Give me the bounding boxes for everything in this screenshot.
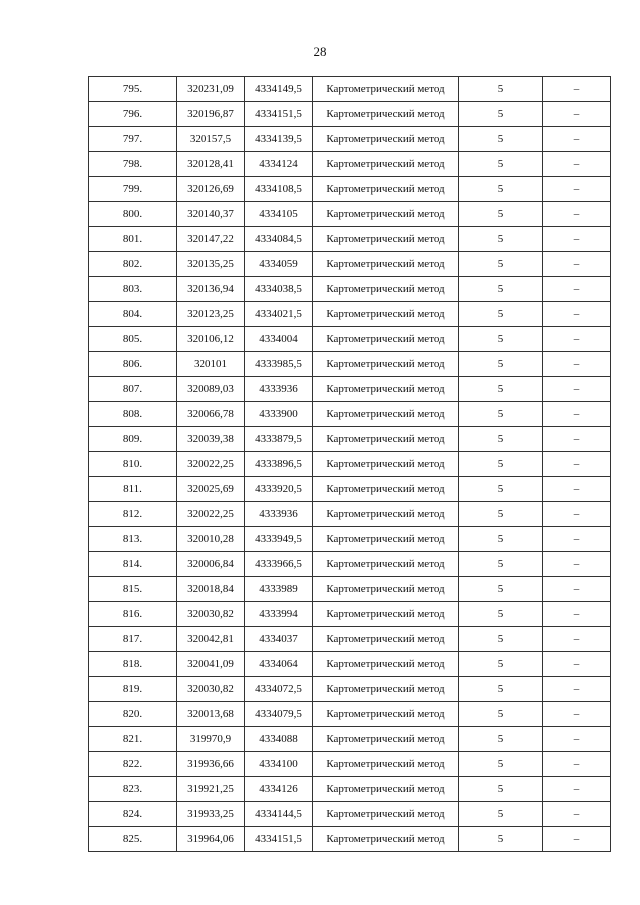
accuracy-cell: 5 bbox=[459, 702, 543, 727]
point-number-cell: 824. bbox=[89, 802, 177, 827]
table-row bbox=[89, 752, 611, 777]
point-number-cell: 806. bbox=[89, 352, 177, 377]
method-cell: Картометрический метод bbox=[313, 552, 459, 577]
y-coordinate-cell: 4334072,5 bbox=[245, 677, 313, 702]
accuracy-cell: 5 bbox=[459, 177, 543, 202]
method-cell: Картометрический метод bbox=[313, 752, 459, 777]
accuracy-cell: 5 bbox=[459, 752, 543, 777]
method-cell: Картометрический метод bbox=[313, 327, 459, 352]
accuracy-cell: 5 bbox=[459, 552, 543, 577]
x-coordinate-cell: 320089,03 bbox=[177, 377, 245, 402]
note-cell: – bbox=[543, 102, 611, 127]
method-cell: Картометрический метод bbox=[313, 277, 459, 302]
accuracy-cell: 5 bbox=[459, 827, 543, 852]
accuracy-cell: 5 bbox=[459, 102, 543, 127]
x-coordinate-cell: 320066,78 bbox=[177, 402, 245, 427]
table-row bbox=[89, 827, 611, 852]
method-cell: Картометрический метод bbox=[313, 102, 459, 127]
point-number-cell: 809. bbox=[89, 427, 177, 452]
note-cell: – bbox=[543, 477, 611, 502]
method-cell: Картометрический метод bbox=[313, 127, 459, 152]
y-coordinate-cell: 4333936 bbox=[245, 502, 313, 527]
table-row bbox=[89, 802, 611, 827]
table-row bbox=[89, 127, 611, 152]
accuracy-cell: 5 bbox=[459, 377, 543, 402]
table-row bbox=[89, 552, 611, 577]
note-cell: – bbox=[543, 727, 611, 752]
note-cell: – bbox=[543, 327, 611, 352]
x-coordinate-cell: 320126,69 bbox=[177, 177, 245, 202]
point-number-cell: 819. bbox=[89, 677, 177, 702]
method-cell: Картометрический метод bbox=[313, 502, 459, 527]
x-coordinate-cell: 320135,25 bbox=[177, 252, 245, 277]
y-coordinate-cell: 4334124 bbox=[245, 152, 313, 177]
x-coordinate-cell: 319921,25 bbox=[177, 777, 245, 802]
x-coordinate-cell: 319936,66 bbox=[177, 752, 245, 777]
y-coordinate-cell: 4333949,5 bbox=[245, 527, 313, 552]
y-coordinate-cell: 4333896,5 bbox=[245, 452, 313, 477]
table-row bbox=[89, 102, 611, 127]
method-cell: Картометрический метод bbox=[313, 177, 459, 202]
y-coordinate-cell: 4334144,5 bbox=[245, 802, 313, 827]
page-number: 28 bbox=[313, 44, 327, 59]
table-row bbox=[89, 527, 611, 552]
y-coordinate-cell: 4333966,5 bbox=[245, 552, 313, 577]
x-coordinate-cell: 320010,28 bbox=[177, 527, 245, 552]
x-coordinate-cell: 320006,84 bbox=[177, 552, 245, 577]
accuracy-cell: 5 bbox=[459, 127, 543, 152]
x-coordinate-cell: 320025,69 bbox=[177, 477, 245, 502]
note-cell: – bbox=[543, 777, 611, 802]
table-row bbox=[89, 452, 611, 477]
point-number-cell: 820. bbox=[89, 702, 177, 727]
note-cell: – bbox=[543, 752, 611, 777]
note-cell: – bbox=[543, 827, 611, 852]
accuracy-cell: 5 bbox=[459, 227, 543, 252]
y-coordinate-cell: 4334004 bbox=[245, 327, 313, 352]
point-number-cell: 801. bbox=[89, 227, 177, 252]
note-cell: – bbox=[543, 652, 611, 677]
accuracy-cell: 5 bbox=[459, 602, 543, 627]
table-row bbox=[89, 152, 611, 177]
method-cell: Картометрический метод bbox=[313, 427, 459, 452]
note-cell: – bbox=[543, 677, 611, 702]
note-cell: – bbox=[543, 77, 611, 102]
x-coordinate-cell: 320041,09 bbox=[177, 652, 245, 677]
table-row bbox=[89, 377, 611, 402]
y-coordinate-cell: 4334064 bbox=[245, 652, 313, 677]
point-number-cell: 797. bbox=[89, 127, 177, 152]
y-coordinate-cell: 4334149,5 bbox=[245, 77, 313, 102]
table-row bbox=[89, 252, 611, 277]
point-number-cell: 814. bbox=[89, 552, 177, 577]
table-row bbox=[89, 477, 611, 502]
table-row bbox=[89, 702, 611, 727]
method-cell: Картометрический метод bbox=[313, 477, 459, 502]
x-coordinate-cell: 320106,12 bbox=[177, 327, 245, 352]
accuracy-cell: 5 bbox=[459, 277, 543, 302]
accuracy-cell: 5 bbox=[459, 252, 543, 277]
table-row bbox=[89, 577, 611, 602]
method-cell: Картометрический метод bbox=[313, 602, 459, 627]
accuracy-cell: 5 bbox=[459, 627, 543, 652]
point-number-cell: 799. bbox=[89, 177, 177, 202]
table-row bbox=[89, 302, 611, 327]
table-row bbox=[89, 777, 611, 802]
y-coordinate-cell: 4334084,5 bbox=[245, 227, 313, 252]
note-cell: – bbox=[543, 127, 611, 152]
note-cell: – bbox=[543, 352, 611, 377]
accuracy-cell: 5 bbox=[459, 302, 543, 327]
x-coordinate-cell: 319970,9 bbox=[177, 727, 245, 752]
accuracy-cell: 5 bbox=[459, 202, 543, 227]
y-coordinate-cell: 4334059 bbox=[245, 252, 313, 277]
method-cell: Картометрический метод bbox=[313, 152, 459, 177]
accuracy-cell: 5 bbox=[459, 427, 543, 452]
table-row bbox=[89, 502, 611, 527]
note-cell: – bbox=[543, 452, 611, 477]
table-row bbox=[89, 627, 611, 652]
table-row bbox=[89, 352, 611, 377]
accuracy-cell: 5 bbox=[459, 327, 543, 352]
y-coordinate-cell: 4333985,5 bbox=[245, 352, 313, 377]
y-coordinate-cell: 4333989 bbox=[245, 577, 313, 602]
y-coordinate-cell: 4334079,5 bbox=[245, 702, 313, 727]
point-number-cell: 800. bbox=[89, 202, 177, 227]
y-coordinate-cell: 4334108,5 bbox=[245, 177, 313, 202]
method-cell: Картометрический метод bbox=[313, 727, 459, 752]
table-row bbox=[89, 652, 611, 677]
note-cell: – bbox=[543, 277, 611, 302]
method-cell: Картометрический метод bbox=[313, 252, 459, 277]
method-cell: Картометрический метод bbox=[313, 402, 459, 427]
note-cell: – bbox=[543, 152, 611, 177]
y-coordinate-cell: 4334037 bbox=[245, 627, 313, 652]
method-cell: Картометрический метод bbox=[313, 827, 459, 852]
method-cell: Картометрический метод bbox=[313, 452, 459, 477]
y-coordinate-cell: 4334100 bbox=[245, 752, 313, 777]
note-cell: – bbox=[543, 202, 611, 227]
point-number-cell: 796. bbox=[89, 102, 177, 127]
method-cell: Картометрический метод bbox=[313, 802, 459, 827]
method-cell: Картометрический метод bbox=[313, 627, 459, 652]
method-cell: Картометрический метод bbox=[313, 677, 459, 702]
x-coordinate-cell: 320022,25 bbox=[177, 502, 245, 527]
method-cell: Картометрический метод bbox=[313, 77, 459, 102]
method-cell: Картометрический метод bbox=[313, 577, 459, 602]
accuracy-cell: 5 bbox=[459, 577, 543, 602]
note-cell: – bbox=[543, 627, 611, 652]
x-coordinate-cell: 320196,87 bbox=[177, 102, 245, 127]
y-coordinate-cell: 4333920,5 bbox=[245, 477, 313, 502]
note-cell: – bbox=[543, 302, 611, 327]
accuracy-cell: 5 bbox=[459, 477, 543, 502]
coordinates-table bbox=[88, 76, 611, 852]
x-coordinate-cell: 320030,82 bbox=[177, 677, 245, 702]
point-number-cell: 804. bbox=[89, 302, 177, 327]
accuracy-cell: 5 bbox=[459, 677, 543, 702]
method-cell: Картометрический метод bbox=[313, 302, 459, 327]
x-coordinate-cell: 320101 bbox=[177, 352, 245, 377]
table-row bbox=[89, 427, 611, 452]
note-cell: – bbox=[543, 527, 611, 552]
point-number-cell: 805. bbox=[89, 327, 177, 352]
x-coordinate-cell: 320123,25 bbox=[177, 302, 245, 327]
x-coordinate-cell: 320231,09 bbox=[177, 77, 245, 102]
accuracy-cell: 5 bbox=[459, 527, 543, 552]
note-cell: – bbox=[543, 702, 611, 727]
x-coordinate-cell: 320022,25 bbox=[177, 452, 245, 477]
point-number-cell: 812. bbox=[89, 502, 177, 527]
note-cell: – bbox=[543, 552, 611, 577]
x-coordinate-cell: 320157,5 bbox=[177, 127, 245, 152]
table-row bbox=[89, 77, 611, 102]
note-cell: – bbox=[543, 802, 611, 827]
note-cell: – bbox=[543, 177, 611, 202]
note-cell: – bbox=[543, 502, 611, 527]
x-coordinate-cell: 320140,37 bbox=[177, 202, 245, 227]
y-coordinate-cell: 4334151,5 bbox=[245, 102, 313, 127]
accuracy-cell: 5 bbox=[459, 352, 543, 377]
point-number-cell: 811. bbox=[89, 477, 177, 502]
x-coordinate-cell: 320013,68 bbox=[177, 702, 245, 727]
note-cell: – bbox=[543, 227, 611, 252]
method-cell: Картометрический метод bbox=[313, 777, 459, 802]
point-number-cell: 818. bbox=[89, 652, 177, 677]
x-coordinate-cell: 320039,38 bbox=[177, 427, 245, 452]
point-number-cell: 822. bbox=[89, 752, 177, 777]
method-cell: Картометрический метод bbox=[313, 652, 459, 677]
point-number-cell: 810. bbox=[89, 452, 177, 477]
x-coordinate-cell: 320128,41 bbox=[177, 152, 245, 177]
point-number-cell: 803. bbox=[89, 277, 177, 302]
method-cell: Картометрический метод bbox=[313, 227, 459, 252]
y-coordinate-cell: 4334105 bbox=[245, 202, 313, 227]
accuracy-cell: 5 bbox=[459, 777, 543, 802]
note-cell: – bbox=[543, 402, 611, 427]
table-row bbox=[89, 277, 611, 302]
point-number-cell: 823. bbox=[89, 777, 177, 802]
y-coordinate-cell: 4334021,5 bbox=[245, 302, 313, 327]
note-cell: – bbox=[543, 377, 611, 402]
accuracy-cell: 5 bbox=[459, 727, 543, 752]
table-row bbox=[89, 227, 611, 252]
note-cell: – bbox=[543, 252, 611, 277]
y-coordinate-cell: 4333994 bbox=[245, 602, 313, 627]
y-coordinate-cell: 4334038,5 bbox=[245, 277, 313, 302]
x-coordinate-cell: 319964,06 bbox=[177, 827, 245, 852]
x-coordinate-cell: 320042,81 bbox=[177, 627, 245, 652]
note-cell: – bbox=[543, 427, 611, 452]
point-number-cell: 821. bbox=[89, 727, 177, 752]
point-number-cell: 817. bbox=[89, 627, 177, 652]
point-number-cell: 807. bbox=[89, 377, 177, 402]
y-coordinate-cell: 4334088 bbox=[245, 727, 313, 752]
accuracy-cell: 5 bbox=[459, 502, 543, 527]
point-number-cell: 816. bbox=[89, 602, 177, 627]
table-row bbox=[89, 677, 611, 702]
table-row bbox=[89, 727, 611, 752]
x-coordinate-cell: 320018,84 bbox=[177, 577, 245, 602]
method-cell: Картометрический метод bbox=[313, 202, 459, 227]
y-coordinate-cell: 4333936 bbox=[245, 377, 313, 402]
table-row bbox=[89, 602, 611, 627]
method-cell: Картометрический метод bbox=[313, 527, 459, 552]
accuracy-cell: 5 bbox=[459, 802, 543, 827]
point-number-cell: 825. bbox=[89, 827, 177, 852]
y-coordinate-cell: 4334139,5 bbox=[245, 127, 313, 152]
note-cell: – bbox=[543, 577, 611, 602]
y-coordinate-cell: 4334126 bbox=[245, 777, 313, 802]
y-coordinate-cell: 4333900 bbox=[245, 402, 313, 427]
point-number-cell: 813. bbox=[89, 527, 177, 552]
x-coordinate-cell: 319933,25 bbox=[177, 802, 245, 827]
accuracy-cell: 5 bbox=[459, 402, 543, 427]
point-number-cell: 798. bbox=[89, 152, 177, 177]
point-number-cell: 795. bbox=[89, 77, 177, 102]
accuracy-cell: 5 bbox=[459, 452, 543, 477]
x-coordinate-cell: 320030,82 bbox=[177, 602, 245, 627]
table-row bbox=[89, 202, 611, 227]
coordinates-table-body bbox=[89, 77, 611, 852]
y-coordinate-cell: 4333879,5 bbox=[245, 427, 313, 452]
method-cell: Картометрический метод bbox=[313, 352, 459, 377]
accuracy-cell: 5 bbox=[459, 77, 543, 102]
x-coordinate-cell: 320136,94 bbox=[177, 277, 245, 302]
table-row bbox=[89, 402, 611, 427]
table-row bbox=[89, 327, 611, 352]
note-cell: – bbox=[543, 602, 611, 627]
method-cell: Картометрический метод bbox=[313, 702, 459, 727]
point-number-cell: 815. bbox=[89, 577, 177, 602]
point-number-cell: 808. bbox=[89, 402, 177, 427]
accuracy-cell: 5 bbox=[459, 152, 543, 177]
accuracy-cell: 5 bbox=[459, 652, 543, 677]
y-coordinate-cell: 4334151,5 bbox=[245, 827, 313, 852]
method-cell: Картометрический метод bbox=[313, 377, 459, 402]
table-row bbox=[89, 177, 611, 202]
x-coordinate-cell: 320147,22 bbox=[177, 227, 245, 252]
point-number-cell: 802. bbox=[89, 252, 177, 277]
